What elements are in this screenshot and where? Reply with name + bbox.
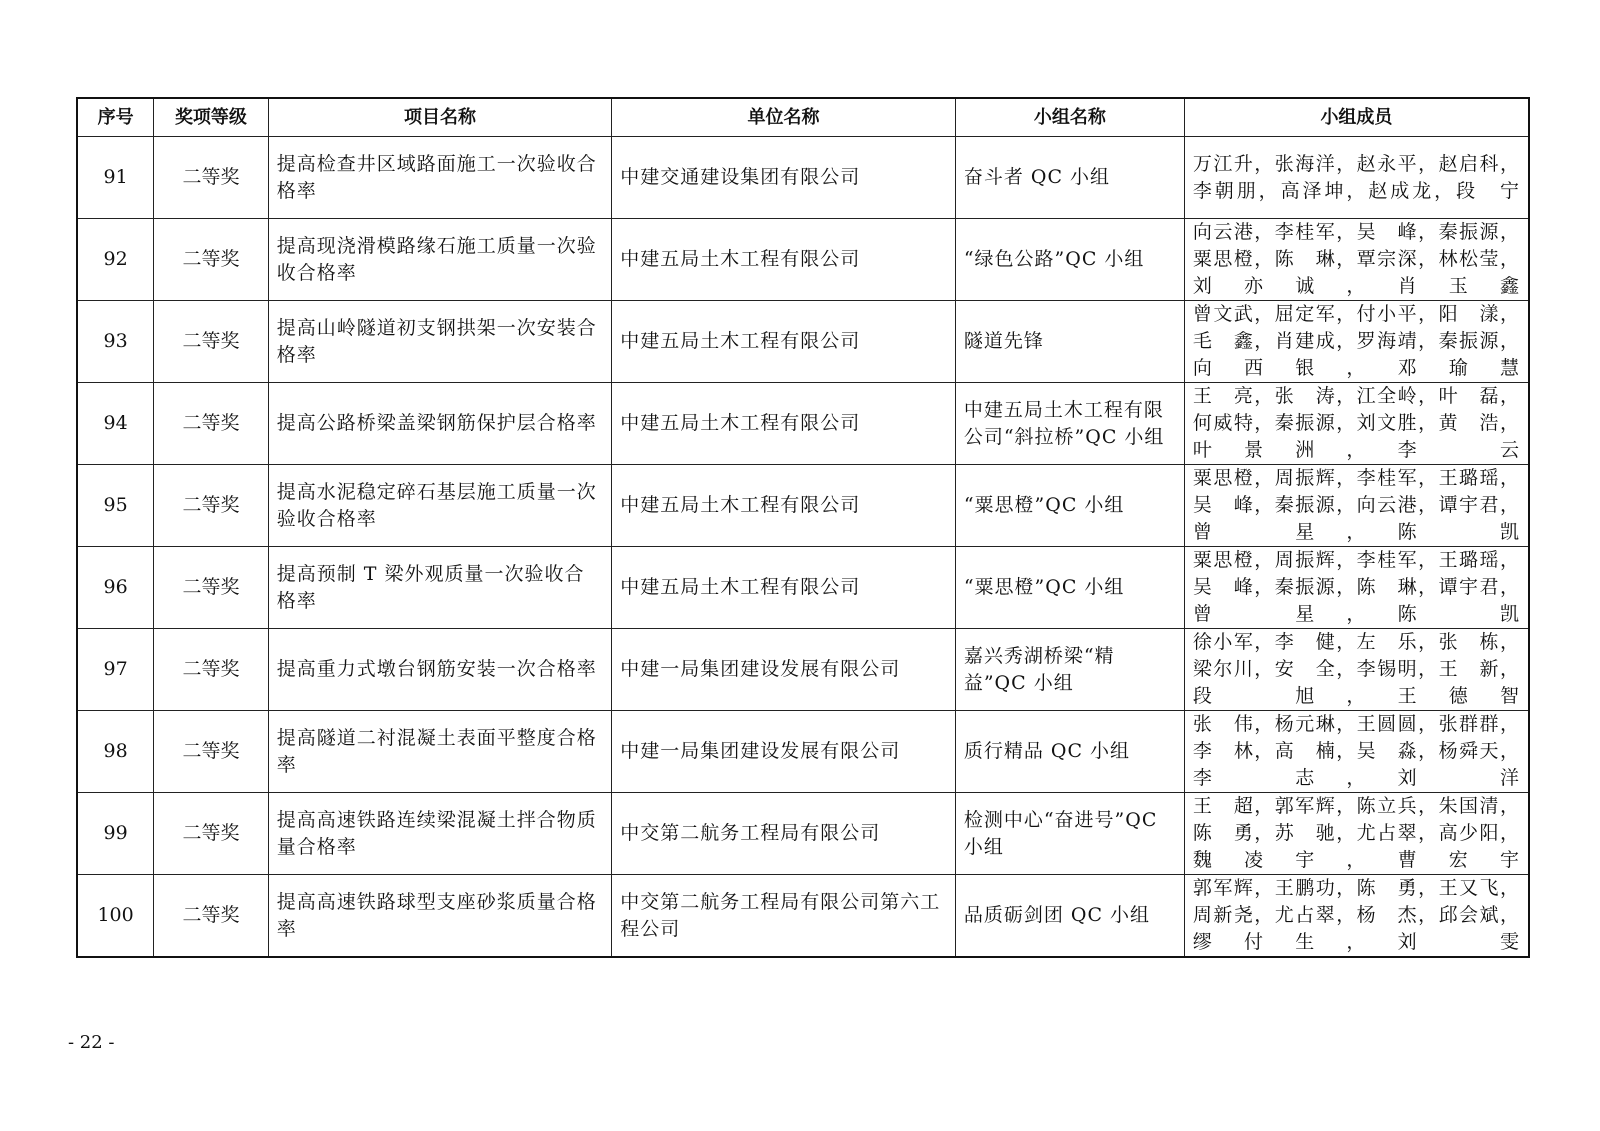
project-name: 提高山岭隧道初支钢拱架一次安装合格率 bbox=[268, 301, 612, 383]
project-name: 提高检查井区域路面施工一次验收合格率 bbox=[268, 137, 612, 219]
table-row bbox=[77, 547, 1529, 629]
table-row bbox=[77, 137, 1529, 219]
project-name: 提高隧道二衬混凝土表面平整度合格率 bbox=[268, 711, 612, 793]
table-row bbox=[77, 629, 1529, 711]
group-name: 嘉兴秀湖桥梁“精益”QC 小组 bbox=[955, 629, 1184, 711]
group-members: 王 超，郭军辉，陈立兵，朱国清，陈 勇，苏 驰，尤占翠，高少阳，魏凌宇，曹宏宇 bbox=[1184, 793, 1529, 875]
group-members: 张 伟，杨元琳，王圆圆，张群群，李 林，高 楠，吴 淼，杨舜天，李 志，刘 洋 bbox=[1184, 711, 1529, 793]
group-members: 向云港，李桂军，吴 峰，秦振源，粟思橙，陈 琳，覃宗深，林松莹，刘亦诚，肖玉鑫 bbox=[1184, 219, 1529, 301]
group-members: 曾文武，屈定军，付小平，阳 漾，毛 鑫，肖建成，罗海靖，秦振源，向西银，邓瑜慧 bbox=[1184, 301, 1529, 383]
row-number: 97 bbox=[77, 629, 154, 711]
group-name: “绿色公路”QC 小组 bbox=[955, 219, 1184, 301]
header-row bbox=[77, 98, 1529, 137]
group-members: 万江升，张海洋，赵永平，赵启科，李朝朋，高泽坤，赵成龙，段 宁 bbox=[1184, 137, 1529, 219]
header-members: 小组成员 bbox=[1184, 98, 1529, 137]
project-name: 提高现浇滑模路缘石施工质量一次验收合格率 bbox=[268, 219, 612, 301]
header-project: 项目名称 bbox=[268, 98, 612, 137]
unit-name: 中建五局土木工程有限公司 bbox=[612, 301, 956, 383]
row-number: 99 bbox=[77, 793, 154, 875]
table-row bbox=[77, 711, 1529, 793]
unit-name: 中交第二航务工程局有限公司第六工程公司 bbox=[612, 875, 956, 958]
awards-table bbox=[76, 97, 1530, 958]
row-number: 92 bbox=[77, 219, 154, 301]
header-no: 序号 bbox=[77, 98, 154, 137]
group-name: 奋斗者 QC 小组 bbox=[955, 137, 1184, 219]
group-name: 品质砺剑团 QC 小组 bbox=[955, 875, 1184, 958]
header-level: 奖项等级 bbox=[154, 98, 269, 137]
table-row bbox=[77, 793, 1529, 875]
project-name: 提高公路桥梁盖梁钢筋保护层合格率 bbox=[268, 383, 612, 465]
award-level: 二等奖 bbox=[154, 465, 269, 547]
award-level: 二等奖 bbox=[154, 711, 269, 793]
table-row bbox=[77, 465, 1529, 547]
award-level: 二等奖 bbox=[154, 793, 269, 875]
group-members: 郭军辉，王鹏功，陈 勇，王又飞，周新尧，尤占翠，杨 杰，邱会斌，缪付生，刘 雯 bbox=[1184, 875, 1529, 958]
unit-name: 中交第二航务工程局有限公司 bbox=[612, 793, 956, 875]
group-members: 粟思橙，周振辉，李桂军，王璐瑶，吴 峰，秦振源，向云港，谭宇君，曾 星，陈 凯 bbox=[1184, 465, 1529, 547]
award-level: 二等奖 bbox=[154, 219, 269, 301]
award-level: 二等奖 bbox=[154, 547, 269, 629]
unit-name: 中建五局土木工程有限公司 bbox=[612, 219, 956, 301]
row-number: 94 bbox=[77, 383, 154, 465]
unit-name: 中建五局土木工程有限公司 bbox=[612, 465, 956, 547]
row-number: 98 bbox=[77, 711, 154, 793]
row-number: 96 bbox=[77, 547, 154, 629]
award-level: 二等奖 bbox=[154, 301, 269, 383]
award-level: 二等奖 bbox=[154, 383, 269, 465]
row-number: 91 bbox=[77, 137, 154, 219]
row-number: 95 bbox=[77, 465, 154, 547]
group-name: 质行精品 QC 小组 bbox=[955, 711, 1184, 793]
header-unit: 单位名称 bbox=[612, 98, 956, 137]
unit-name: 中建五局土木工程有限公司 bbox=[612, 383, 956, 465]
group-members: 粟思橙，周振辉，李桂军，王璐瑶，吴 峰，秦振源，陈 琳，谭宇君，曾 星，陈 凯 bbox=[1184, 547, 1529, 629]
group-name: 检测中心“奋进号”QC 小组 bbox=[955, 793, 1184, 875]
project-name: 提高高速铁路球型支座砂浆质量合格率 bbox=[268, 875, 612, 958]
page-number: - 22 - bbox=[68, 1032, 115, 1053]
project-name: 提高水泥稳定碎石基层施工质量一次验收合格率 bbox=[268, 465, 612, 547]
project-name: 提高高速铁路连续梁混凝土拌合物质量合格率 bbox=[268, 793, 612, 875]
header-group: 小组名称 bbox=[955, 98, 1184, 137]
unit-name: 中建一局集团建设发展有限公司 bbox=[612, 629, 956, 711]
row-number: 100 bbox=[77, 875, 154, 958]
group-name: “粟思橙”QC 小组 bbox=[955, 547, 1184, 629]
group-name: “粟思橙”QC 小组 bbox=[955, 465, 1184, 547]
group-members: 王 亮，张 涛，江全岭，叶 磊，何威特，秦振源，刘文胜，黄 浩，叶景洲，李 云 bbox=[1184, 383, 1529, 465]
group-members: 徐小军，李 健，左 乐，张 栋，梁尔川，安 全，李锡明，王 新，段 旭，王德智 bbox=[1184, 629, 1529, 711]
table-row bbox=[77, 301, 1529, 383]
award-level: 二等奖 bbox=[154, 629, 269, 711]
unit-name: 中建交通建设集团有限公司 bbox=[612, 137, 956, 219]
project-name: 提高预制 T 梁外观质量一次验收合格率 bbox=[268, 547, 612, 629]
project-name: 提高重力式墩台钢筋安装一次合格率 bbox=[268, 629, 612, 711]
table-row bbox=[77, 875, 1529, 958]
row-number: 93 bbox=[77, 301, 154, 383]
unit-name: 中建一局集团建设发展有限公司 bbox=[612, 711, 956, 793]
table-row bbox=[77, 219, 1529, 301]
unit-name: 中建五局土木工程有限公司 bbox=[612, 547, 956, 629]
group-name: 隧道先锋 bbox=[955, 301, 1184, 383]
group-name: 中建五局土木工程有限公司“斜拉桥”QC 小组 bbox=[955, 383, 1184, 465]
award-level: 二等奖 bbox=[154, 875, 269, 958]
award-level: 二等奖 bbox=[154, 137, 269, 219]
table-row bbox=[77, 383, 1529, 465]
